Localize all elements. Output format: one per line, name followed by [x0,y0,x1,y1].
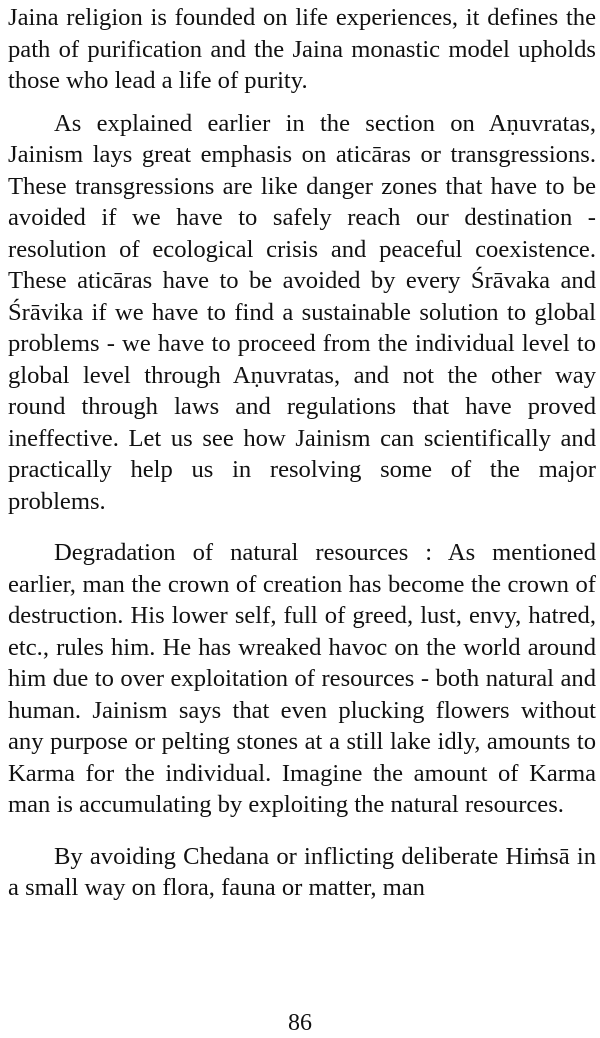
page-number: 86 [288,1010,312,1036]
paragraph-3: Degradation of natural resources : As mentioned earlier, man the crown of creation has become the crown of destruction. His lower self, full of greed, lust, envy, hatred, etc., rules him. He has wreaked havoc on the world around him due to over exploitation of resources - both natural and human. Jainism says that even plucking flowers without any purpose or pelting stones at a still lake idly, amounts to Karma for the individual. Imagine the amount of Karma man is accumulating by exploiting the natural resources. [8,539,596,818]
paragraph-4: By avoiding Chedana or inflicting deliberate Hiṁsā in a small way on flora, fauna or matter, man [8,842,596,901]
paragraph-1: Jaina religion is founded on life experiences, it defines the path of purification and the Jaina monastic model upholds those who lead a life of purity. [8,4,596,94]
paragraph-2: As explained earlier in the section on Aṇuvratas, Jainism lays great emphasis on aticāras or transgressions. These transgressions are like danger zones that have to be avoided if we have to safely reach our destination - resolution of ecological crisis and peaceful coexistence. These aticāras have to be avoided by every Śrāvaka and Śrāvika if we have to find a sustainable solution to global problems - we have to proceed from the individual level to global level through Aṇuvratas, and not the other way round through laws and regulations that have proved ineffective. Let us see how Jainism can scientifically and practically help us in resolving some of the major problems. [8,109,596,515]
body-text [8,0,596,904]
